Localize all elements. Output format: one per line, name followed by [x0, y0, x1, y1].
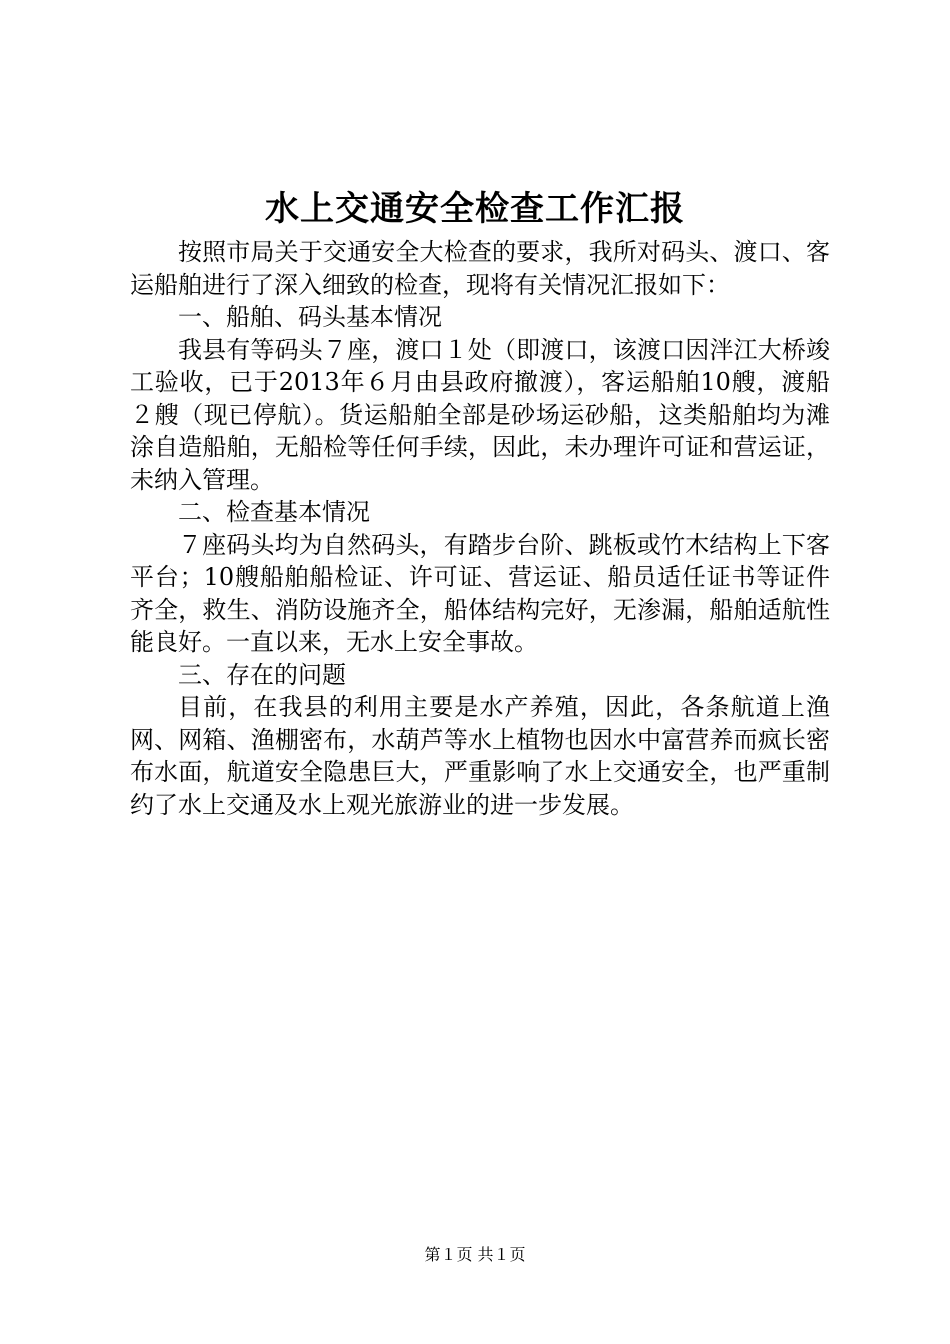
section-paragraph-1: 我县有等码头７座，渡口１处（即渡口，该渡口因泮江大桥竣工验收，已于2013年６月由县政府撤渡），客运船舶10艘，渡船２艘（现已停航）。货运船舶全部是砂场运砂船，这类船舶均为滩涂自造船舶，无船检等任何手续，因此，未办理许可证和营运证，未纳入管理。 [130, 335, 830, 494]
section-heading-2: 二、检查基本情况 [178, 498, 370, 526]
section-paragraph-3: 目前，在我县的利用主要是水产养殖，因此，各条航道上渔网、网箱、渔棚密布，水葫芦等水上植物也因水中富营养而疯长密布水面，航道安全隐患巨大，严重影响了水上交通安全，也严重制约了水上交通及水上观光旅游业的进一步发展。 [130, 693, 830, 819]
section-heading-1: 一、船舶、码头基本情况 [178, 303, 442, 331]
section-paragraph-2: ７座码头均为自然码头，有踏步台阶、跳板或竹木结构上下客平台；10艘船舶船检证、许可证、营运证、船员适任证书等证件齐全，救生、消防设施齐全，船体结构完好，无渗漏，船舶适航性能良好。一直以来，无水上安全事故。 [130, 530, 830, 656]
document-body [130, 236, 830, 821]
document-title: 水上交通安全检查工作汇报 [265, 189, 685, 229]
page-footer: 第１页 共１页 [424, 1245, 526, 1264]
intro-paragraph: 按照市局关于交通安全大检查的要求，我所对码头、渡口、客运船舶进行了深入细致的检查，现将有关情况汇报如下： [130, 238, 830, 299]
section-heading-3: 三、存在的问题 [178, 660, 346, 689]
